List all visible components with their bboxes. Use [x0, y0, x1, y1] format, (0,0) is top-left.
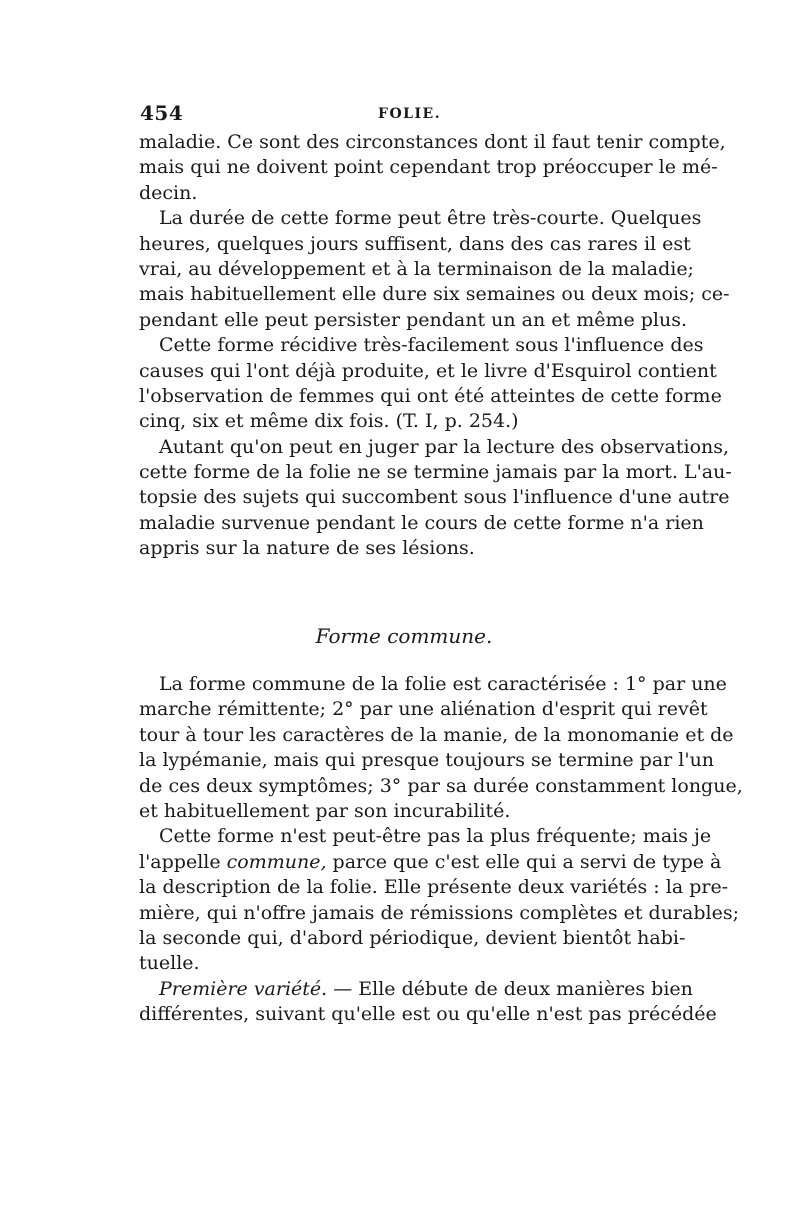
text-line: cette forme de la folie ne se termine jamais par la mort. L'au-: [139, 461, 732, 484]
italic-term: commune,: [226, 850, 327, 873]
text-line: Cette forme récidive très-facilement sous l'influence des: [159, 334, 704, 357]
text-line: Autant qu'on peut en juger par la lecture des observations,: [159, 435, 730, 458]
text-line: cinq, six et même dix fois. (T. I, p. 254.): [139, 410, 519, 433]
text-line: mière, qui n'offre jamais de rémissions complètes et durables;: [139, 901, 739, 924]
text-line: appris sur la nature de ses lésions.: [139, 537, 475, 560]
text-line: mais qui ne doivent point cependant trop préoccuper le mé-: [139, 156, 718, 179]
text-line: mais habituellement elle dure six semaines ou deux mois; ce-: [139, 283, 730, 306]
text-line: marche rémittente; 2° par une aliénation d'esprit qui revêt: [139, 698, 708, 721]
text-line: la lypémanie, mais qui presque toujours se termine par l'un: [139, 749, 715, 772]
text-line: causes qui l'ont déjà produite, et le livre d'Esquirol contient: [139, 359, 717, 382]
text-line: de ces deux symptômes; 3° par sa durée constamment longue,: [139, 774, 743, 797]
text-line: [139, 977, 693, 1002]
text-line: différentes, suivant qu'elle est ou qu'elle n'est pas précédée: [139, 1003, 717, 1026]
text-line: topsie des sujets qui succombent sous l'influence d'une autre: [139, 486, 730, 509]
text-line: la seconde qui, d'abord périodique, devient bientôt habi-: [139, 926, 686, 949]
text-line: [139, 850, 722, 875]
text-line: l'observation de femmes qui ont été atteintes de cette forme: [139, 384, 722, 407]
text-block-top: [139, 130, 732, 562]
text-run: l'appelle: [139, 850, 227, 873]
page-number: 454: [140, 101, 184, 125]
text-line: tour à tour les caractères de la manie, de la monomanie et de: [139, 723, 734, 746]
text-line: Cette forme n'est peut-être pas la plus fréquente; mais je: [159, 825, 712, 848]
page-header: [140, 101, 668, 125]
text-line: maladie. Ce sont des circonstances dont il faut tenir compte,: [139, 131, 726, 153]
text-line: maladie survenue pendant le cours de cette forme n'a rien: [139, 511, 704, 534]
text-line: La durée de cette forme peut être très-courte. Quelques: [159, 207, 702, 230]
text-run: — Elle débute de deux manières bien: [327, 977, 693, 1000]
text-line: La forme commune de la folie est caractérisée : 1° par une: [159, 673, 727, 695]
text-line: pendant elle peut persister pendant un an et même plus.: [139, 308, 688, 331]
text-run: parce que c'est elle qui a servi de type à: [326, 850, 722, 873]
text-line: et habituellement par son incurabilité.: [139, 799, 511, 822]
text-line: decin.: [139, 181, 198, 204]
text-line: la description de la folie. Elle présente deux variétés : la pre-: [139, 876, 729, 899]
running-head: FOLIE.: [378, 106, 442, 122]
text-line: heures, quelques jours suffisent, dans des cas rares il est: [139, 232, 691, 255]
text-block-bottom: [139, 672, 743, 1027]
section-heading: Forme commune.: [315, 624, 493, 648]
text-line: tuelle.: [139, 952, 200, 975]
text-line: vrai, au développement et à la terminaison de la maladie;: [139, 257, 694, 280]
italic-term: Première variété.: [159, 977, 328, 1000]
